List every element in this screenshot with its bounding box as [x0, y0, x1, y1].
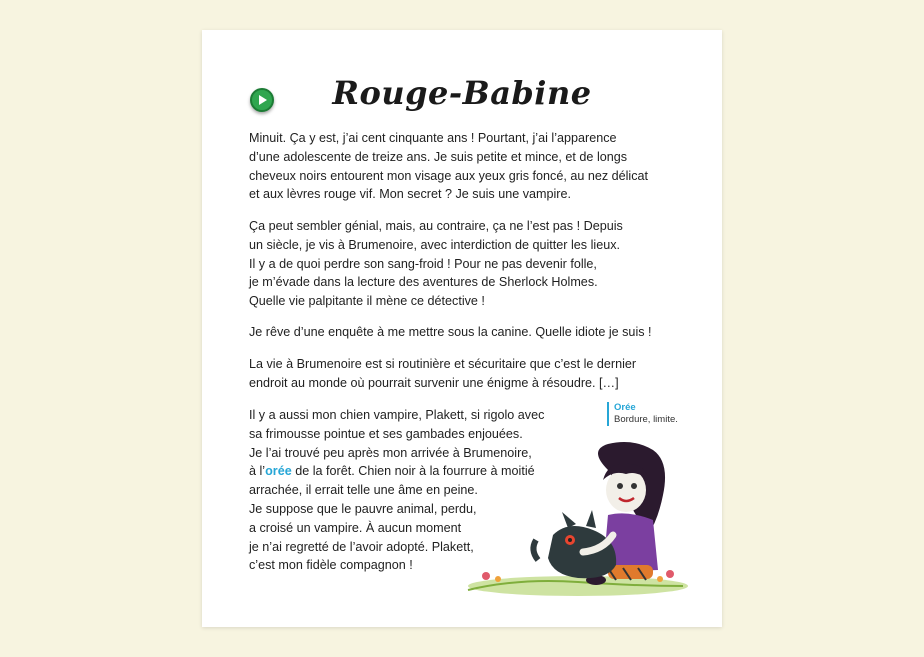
play-icon: [252, 90, 272, 110]
paragraph-1: Minuit. Ça y est, j’ai cent cinquante ans ! Pourtant, j’ai l’apparence d’une adolescente de treize ans. Je suis petite et mince, et de longs cheveux noirs entourent mon visage aux yeux gris foncé, au nez délicat et aux lèvres rouge vif. Mon secret ? Je suis une vampire.: [249, 131, 649, 202]
paragraph-3: Je rêve d’une enquête à me mettre sous la canine. Quelle idiote je suis !: [249, 325, 652, 339]
paragraph-4: La vie à Brumenoire est si routinière et sécuritaire que c’est le dernier endroit au monde où pourrait survenir une énigme à résoudre. […]: [249, 357, 637, 390]
paragraph-2: Ça peut sembler génial, mais, au contraire, ça ne l’est pas ! Depuis un siècle, je vis à Brumenoire, avec interdiction de quitter les lieux. Il y a de quoi perdre son sang-froid ! Pour ne pas devenir folle, je m’évade dans la lecture des aventures de Sherlock Holmes. Quelle vie palpitante il mène ce détective !: [249, 219, 623, 309]
play-audio-button[interactable]: [250, 88, 274, 112]
paragraph-5-end: de la forêt. Chien noir à la fourrure à moitié arrachée, il errait telle une âme en peine. Je suppose que le pauvre animal, perdu, a croisé un vampire. À aucun moment je n’ai regretté de l’avoir adopté. Plakett, c’est mon fidèle compagnon !: [249, 464, 535, 573]
glossary-word-oree[interactable]: orée: [265, 464, 292, 479]
glossary-definition: Bordure, limite.: [614, 414, 678, 425]
page-title: Rouge-Babine: [332, 74, 592, 112]
book-page: [202, 30, 722, 627]
glossary-term: Orée: [614, 402, 636, 413]
glossary-note: [607, 402, 678, 426]
vampire-girl-with-dog-illustration: [458, 440, 688, 600]
paragraph-5-start: Il y a aussi mon chien vampire, Plakett, si rigolo avec sa frimousse pointue et ses gambades enjouées. Je l’ai trouvé peu après mon arrivée à Brumenoire, à l’: [249, 408, 545, 479]
